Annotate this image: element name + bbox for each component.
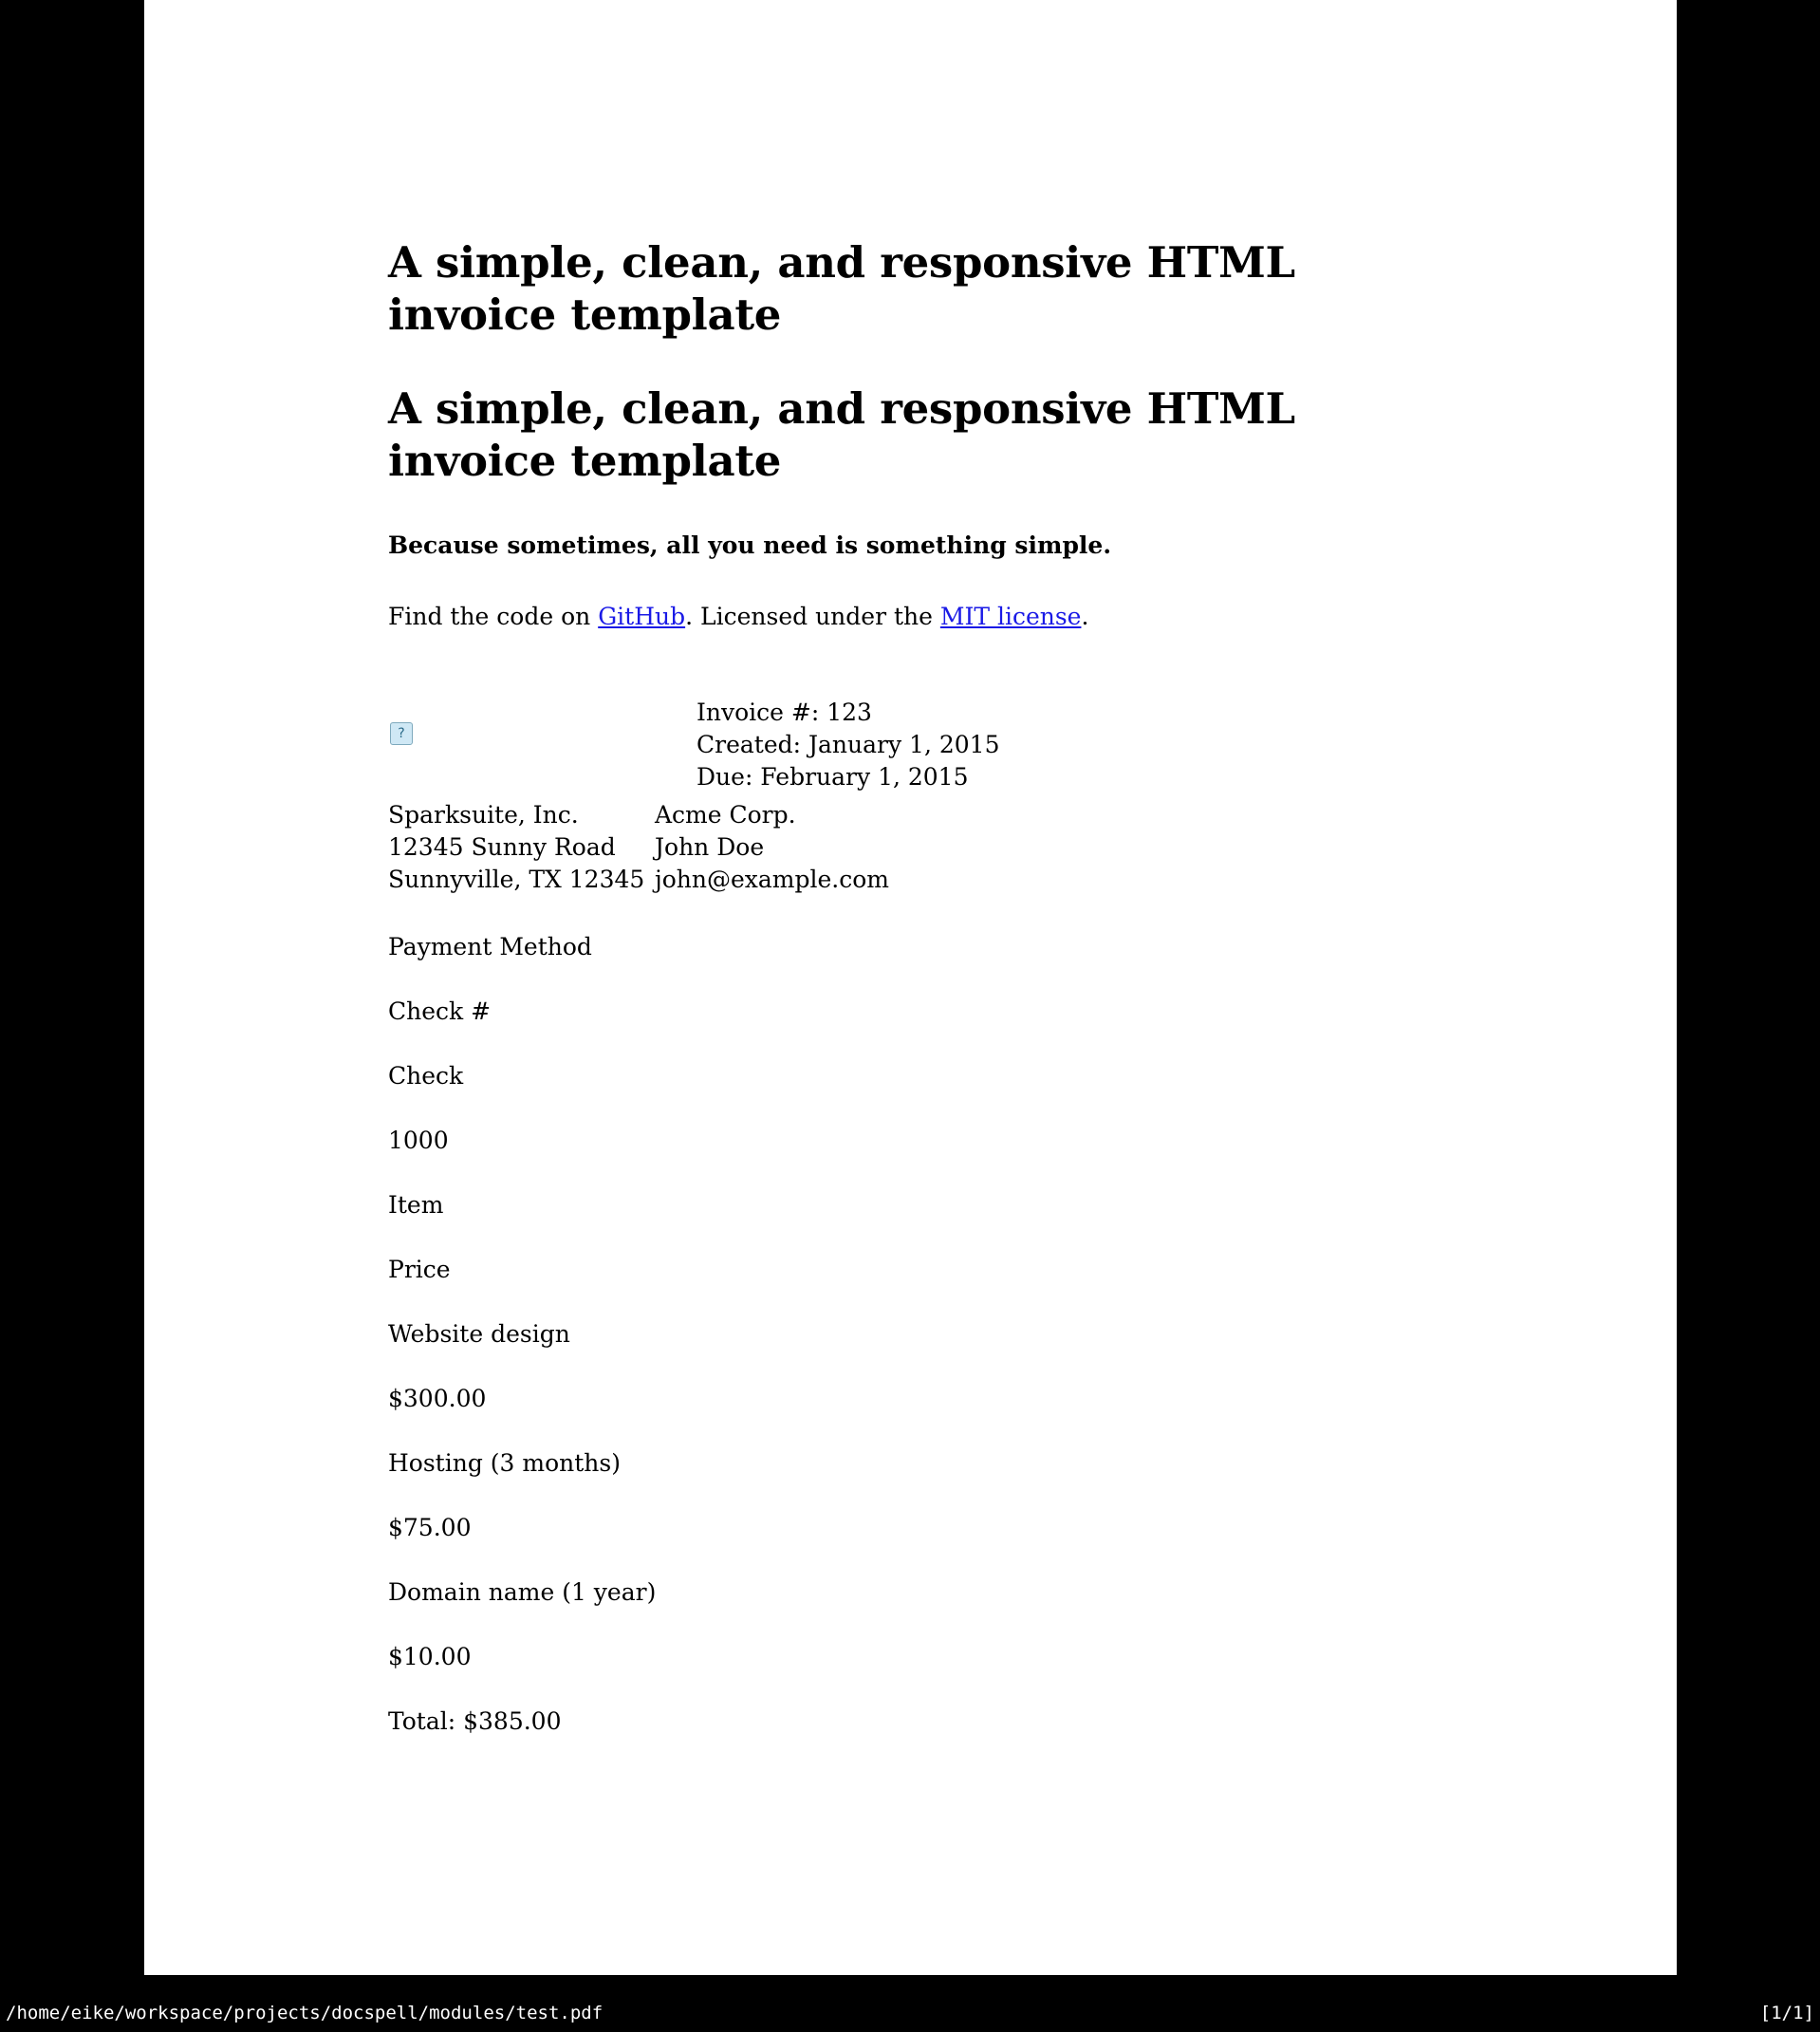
code-line-suffix: . xyxy=(1081,602,1089,630)
code-line-prefix: Find the code on xyxy=(388,602,599,630)
list-item: Hosting (3 months) xyxy=(388,1448,621,1477)
sender-address xyxy=(388,799,655,896)
mit-license-link[interactable]: MIT license xyxy=(939,602,1082,630)
list-item: 1000 xyxy=(388,1126,449,1154)
invoice-created-date: Created: January 1, 2015 xyxy=(696,730,1000,758)
document-subtitle: A simple, clean, and responsive HTML invoice template xyxy=(388,382,1295,486)
sender-street: 12345 Sunny Road xyxy=(388,832,616,861)
invoice-meta xyxy=(696,697,999,793)
tagline: Because sometimes, all you need is something simple. xyxy=(388,531,1112,559)
list-item: Domain name (1 year) xyxy=(388,1577,657,1606)
recipient-name: Acme Corp. xyxy=(655,800,796,829)
list-item: $10.00 xyxy=(388,1642,472,1670)
recipient-contact: John Doe xyxy=(655,832,765,861)
broken-image-icon: ? xyxy=(390,722,413,745)
github-link[interactable]: GitHub xyxy=(598,602,686,630)
list-item: Item xyxy=(388,1190,444,1219)
list-item: Website design xyxy=(388,1319,570,1348)
page-content xyxy=(388,237,1432,1735)
page-title: A simple, clean, and responsive HTML invoice template xyxy=(388,237,1295,340)
page-indicator: [1/1] xyxy=(1759,2003,1814,2023)
list-item: Payment Method xyxy=(388,932,592,960)
list-item: Check # xyxy=(388,997,492,1025)
recipient-address xyxy=(655,799,889,896)
invoice-header-block xyxy=(388,697,1432,792)
status-bar xyxy=(0,1994,1820,2032)
list-item: Price xyxy=(388,1255,451,1283)
code-line-middle: . Licensed under the xyxy=(685,602,940,630)
list-item: $75.00 xyxy=(388,1513,472,1541)
file-path: /home/eike/workspace/projects/docspell/modules/test.pdf xyxy=(6,2003,604,2023)
invoice-lines xyxy=(388,933,1432,1735)
code-credit-line xyxy=(388,603,1432,630)
pdf-page xyxy=(144,0,1677,1975)
list-item: Total: $385.00 xyxy=(388,1706,562,1735)
invoice-due-date: Due: February 1, 2015 xyxy=(696,762,969,791)
sender-name: Sparksuite, Inc. xyxy=(388,800,579,829)
list-item: Check xyxy=(388,1061,464,1090)
invoice-number: Invoice #: 123 xyxy=(696,698,872,726)
list-item: $300.00 xyxy=(388,1384,487,1412)
recipient-email: john@example.com xyxy=(655,865,890,893)
sender-city: Sunnyville, TX 12345 xyxy=(388,865,645,893)
address-row xyxy=(388,799,1432,896)
